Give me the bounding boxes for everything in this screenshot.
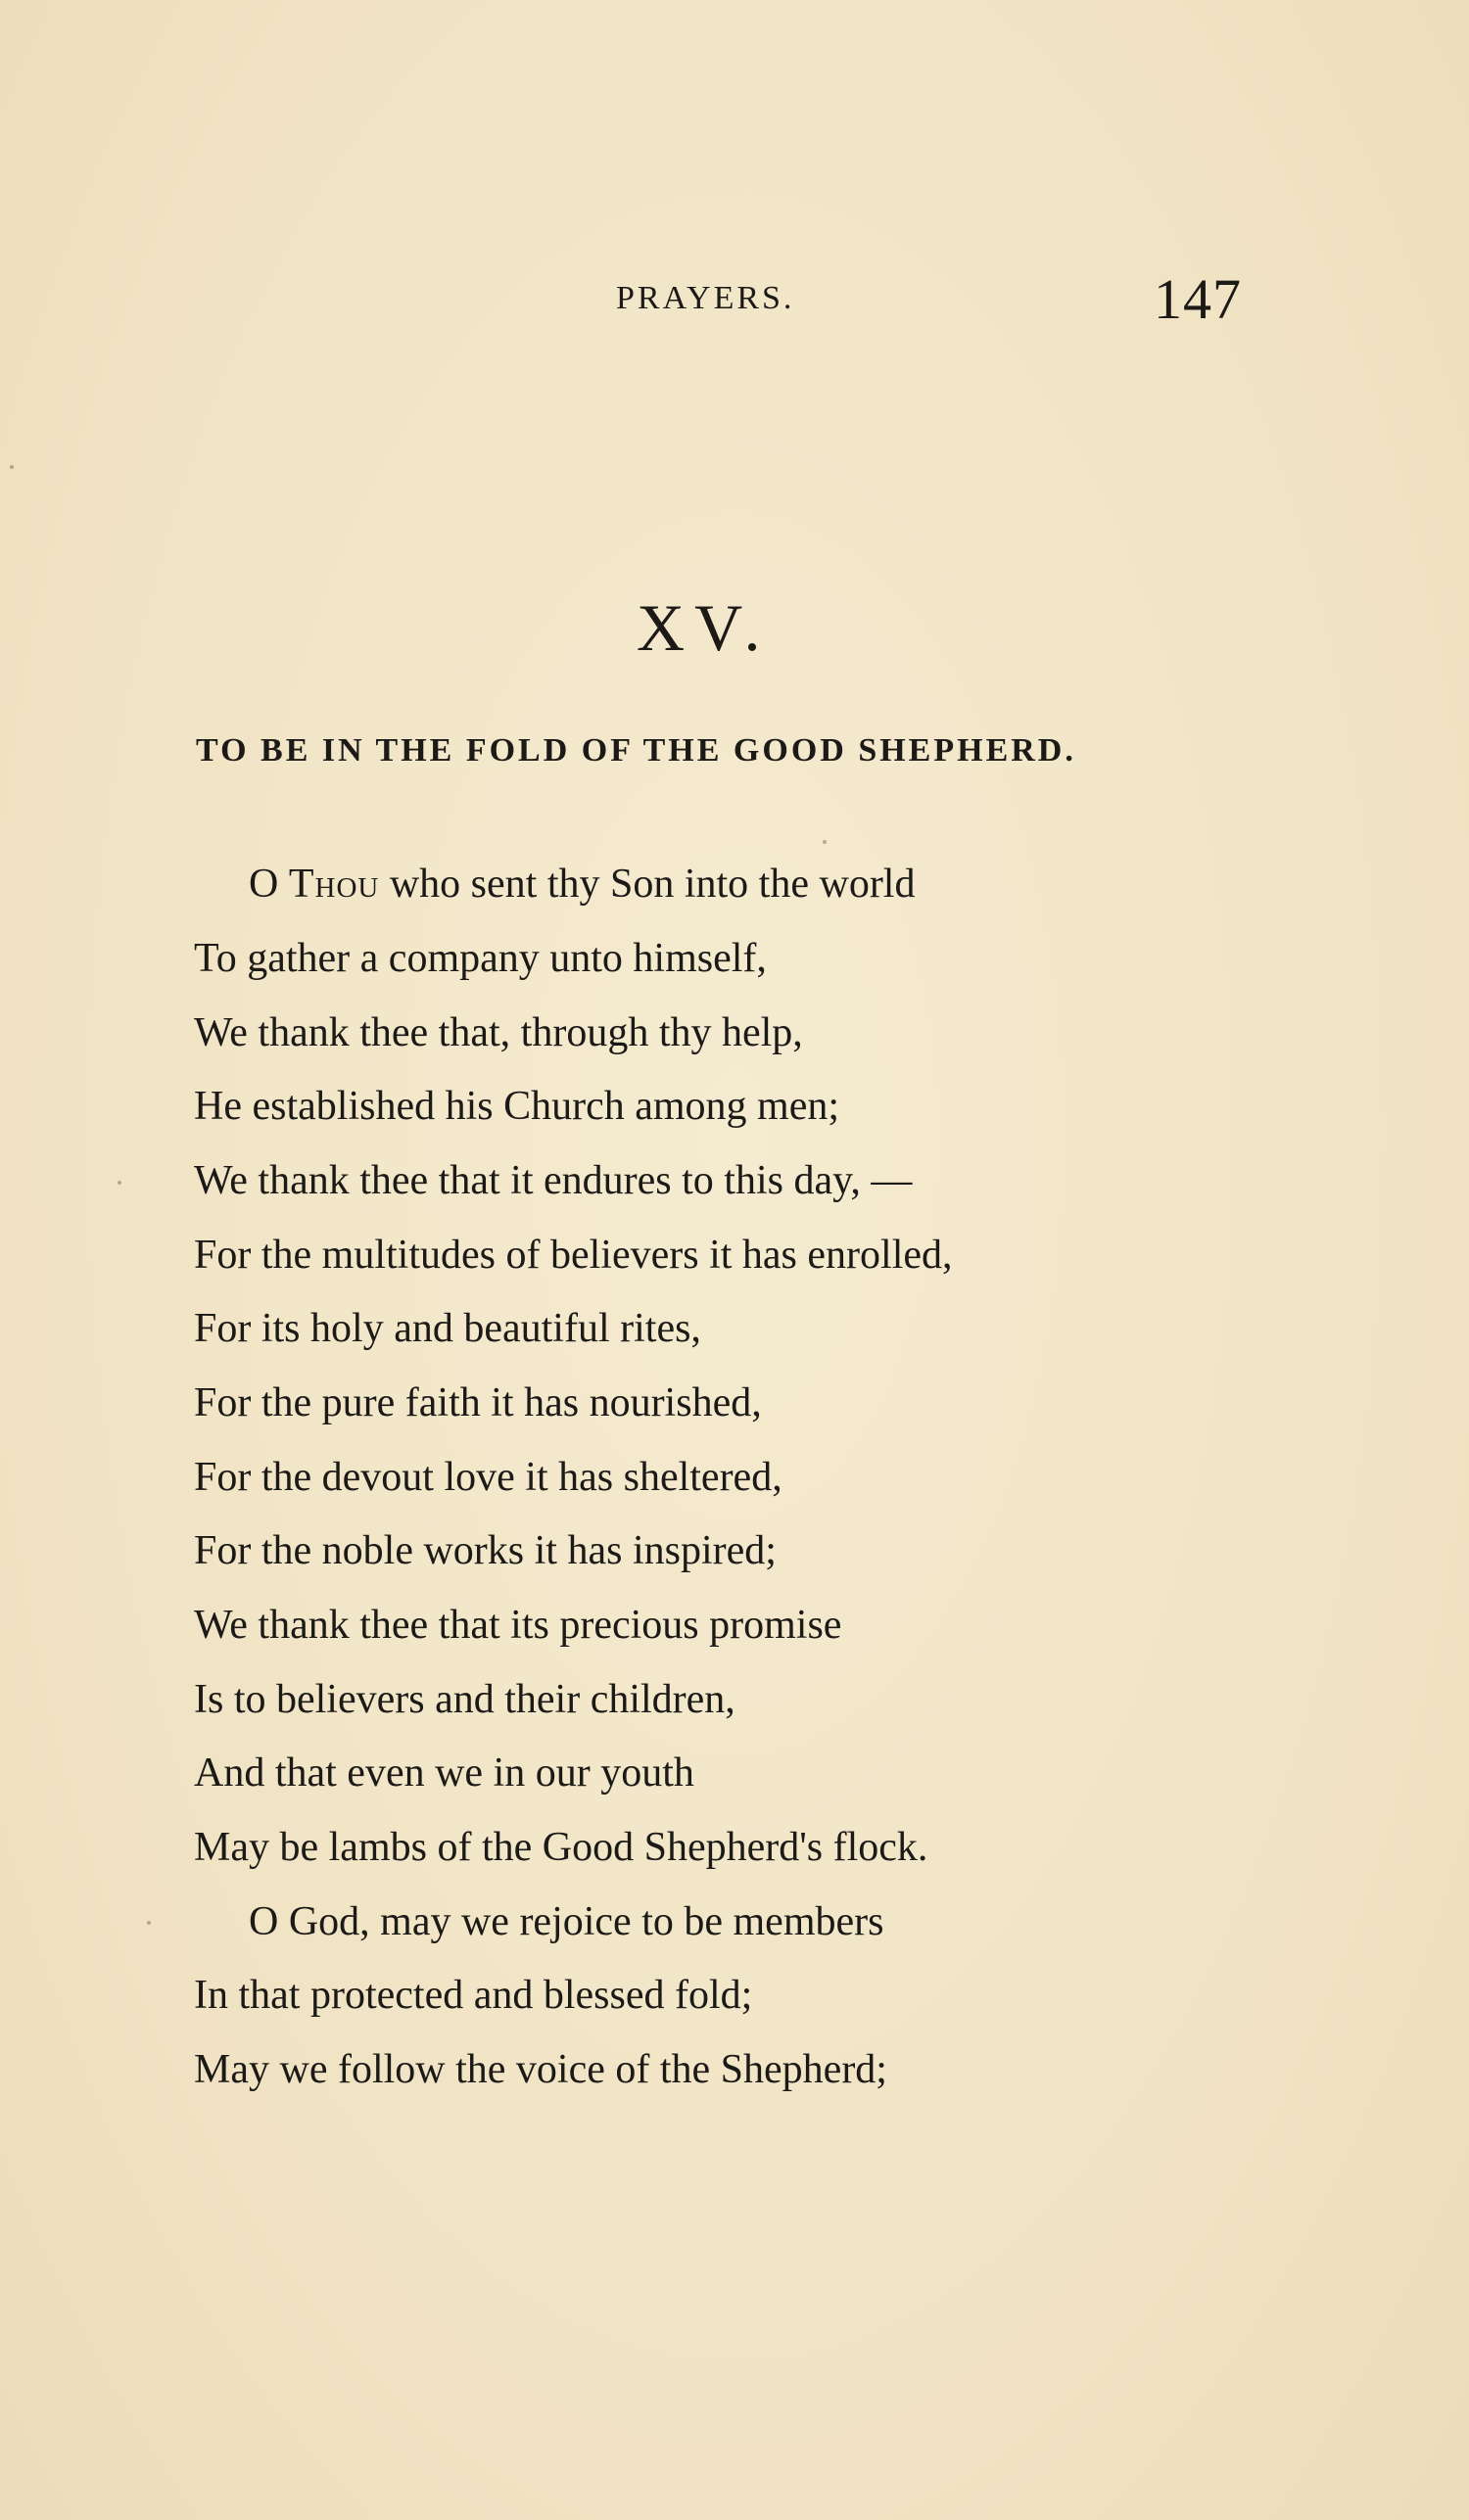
paper-speck: [147, 1921, 151, 1925]
verse-line: For its holy and beautiful rites,: [194, 1306, 701, 1351]
prayer-title: TO BE IN THE FOLD OF THE GOOD SHEPHERD.: [196, 732, 1076, 769]
page-number: 147: [1154, 267, 1242, 331]
verse-line: May we follow the voice of the Shepherd;: [194, 2047, 887, 2092]
paper-speck: [10, 465, 14, 469]
running-head: PRAYERS.: [616, 280, 795, 316]
section-numeral: XV.: [637, 590, 771, 665]
verse-line: He established his Church among men;: [194, 1084, 840, 1129]
verse-line: And that even we in our youth: [194, 1750, 694, 1796]
verse-line: We thank thee that it endures to this day, —: [194, 1158, 913, 1203]
verse-line-lead: O: [249, 862, 289, 907]
verse-line: O God, may we rejoice to be members: [249, 1899, 884, 1944]
verse-line: For the noble works it has inspired;: [194, 1528, 777, 1573]
verse-line: We thank thee that, through thy help,: [194, 1010, 803, 1055]
paper-speck: [823, 840, 827, 844]
verse-line: In that protected and blessed fold;: [194, 1973, 753, 2018]
paper-speck: [118, 1181, 121, 1185]
verse-line: For the devout love it has sheltered,: [194, 1455, 782, 1500]
verse-line: To gather a company unto himself,: [194, 936, 767, 981]
verse-line-rest: who sent thy Son into the world: [379, 862, 916, 907]
verse-line-small-caps: Thou: [288, 862, 380, 907]
verse-line: [249, 863, 915, 905]
verse-line: For the pure faith it has nourished,: [194, 1380, 762, 1425]
verse-line: We thank thee that its precious promise: [194, 1603, 842, 1648]
verse-line: May be lambs of the Good Shepherd's flock.: [194, 1825, 928, 1870]
verse-line: Is to believers and their children,: [194, 1677, 735, 1722]
verse-line: For the multitudes of believers it has enrolled,: [194, 1233, 953, 1278]
